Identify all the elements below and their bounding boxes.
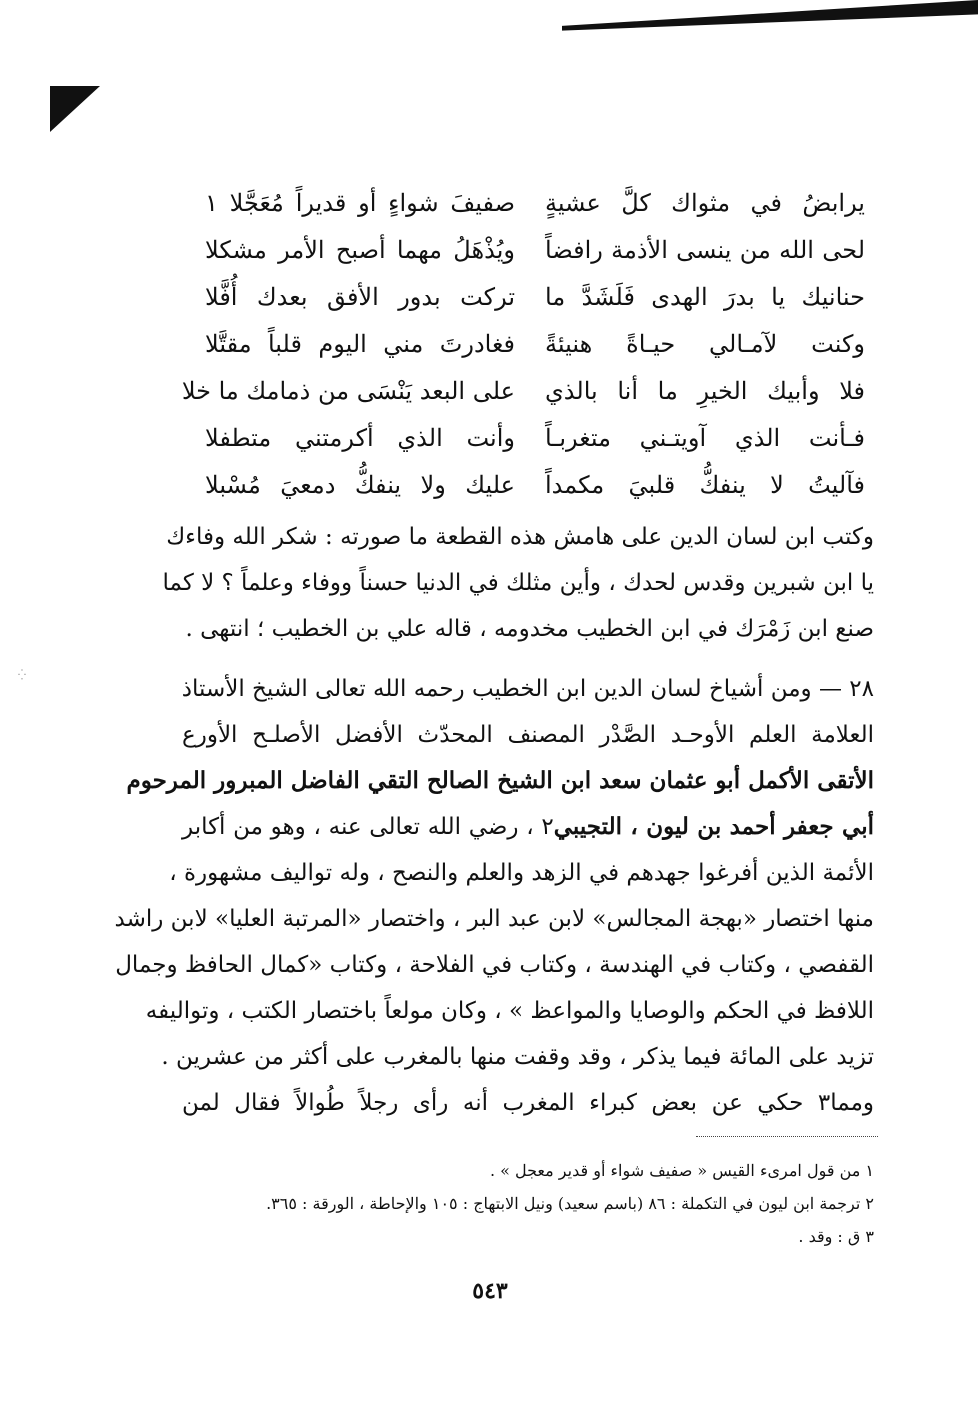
footnote: ٣ ق : وقد . [798,1227,874,1246]
text-segment: ٢ ، رضي الله تعالى عنه ، وهو من أكابر [182,814,554,840]
text-line: منها اختصار «بهجة المجالس» لابن عبد البر ، واختصار «المرتبة العليا» لابن راشد [114,906,874,932]
page-number: ٥٤٣ [472,1278,508,1304]
text-line: تزيد على المائة فيما يذكر ، وقد وقفت منها بالمغرب على أكثر من عشرين . [161,1044,874,1070]
verse-left: فغادرتَ مني اليوم قلباً مقتَّلا [205,330,515,358]
verse [205,180,865,227]
text-line: الأئمة الذين أفرغوا جهدهم في الزهد والعلم والنصح ، وله تواليف مشهورة ، [169,860,874,886]
text-line: ومما٣ حكي عن بعض كبراء المغرب أنه رأى رجلاً طُوالاً فقال لمن [182,1090,874,1116]
verse [205,227,865,274]
text-line: اللافظ في الحكم والوصايا والمواعظ » ، وكان مولعاً باختصار الكتب ، وتواليفه [145,998,874,1024]
bold-name: أبي جعفر أحمد بن ليون ، التجيبي [553,813,874,840]
verse [205,321,865,368]
verse-right: فـأنت الذي آويتـني متغربـاً [545,424,865,452]
verse [205,415,865,462]
verse-left: على البعد يَنْسَى من ذمامك ما خلا [181,377,515,405]
verse [181,368,865,415]
top-edge-bar [562,0,978,36]
footnote-separator [696,1136,878,1137]
verse-right: فآليتُ لا ينفكُّ قلبيَ مكمداً [545,471,865,499]
anecdote-paragraph [182,1080,874,1126]
text-line: وكتب ابن لسان الدين على هامش هذه القطعة ما صورته : شكر الله وفاءك [166,524,874,550]
verse-left: صفيفَ شواءٍ أو قديراً مُعَجَّلا ١ [205,189,515,217]
verse-left: ويُذْهَلُ مهما أصبح الأمر مشكلا [205,236,515,264]
text-line: صنع ابن زَمْرَك في ابن الخطيب مخدومه ، قاله علي بن الخطيب ؛ انتهى . [185,616,874,642]
text-line: العلامة العلم الأوحـد الصَّدْر المصنف المحدّث الأفضل الأصلـح الأورع [182,722,874,748]
footnotes [182,1154,874,1253]
verse-left: تركت بدور الأفق بعدك أُفَّلا [205,283,515,311]
marginal-note-paragraph [162,514,874,652]
verse-right: يرابضُ في مثواك كلَّ عشيةٍ [545,189,865,217]
text-line: الأتقى الأكمل أبو عثمان سعد ابن الشيخ الصالح التقي الفاضل المبرور المرحوم [126,767,874,794]
text-line [182,804,874,850]
verse [205,462,865,509]
verse-right: حنانيك يا بدرَ الهدى فَلَشَدَّ ما [545,283,865,311]
biography-paragraph [114,666,874,1080]
verse-right: فلا وأبيك الخيرِ ما أنا بالذي [545,377,865,405]
margin-mark: ⁛ [18,670,26,681]
verse [205,274,865,321]
verse-right: وكنت لآمـالي حيـاةً هنيئةً [545,330,865,358]
verse-left: وأنت الذي أكرمتني متطفلا [205,424,515,452]
text-line: القفصي ، وكتاب في الهندسة ، وكتاب في الفلاحة ، وكتاب «كمال الحافظ وجمال [115,952,874,978]
text-line: ٢٨ — ومن أشياخ لسان الدين ابن الخطيب رحمه الله تعالى الشيخ الأستاذ [181,676,874,702]
footnote: ٢ ترجمة ابن ليون في التكملة : ٨٦ (باسم سعيد) ونيل الابتهاج : ١٠٥ والإحاطة ، الورقة : ٣٦٥. [266,1194,874,1213]
poem [181,180,865,509]
corner-mark [50,86,100,132]
footnote: ١ من قول امرىء القيس « صفيف شواء أو قدير معجل » . [489,1161,874,1180]
verse-right: لحى الله من ينسى الأذمة رافضاً [545,236,865,264]
text-line: يا ابن شبرين وقدس لحدك ، وأين مثلك في الدنيا حسناً ووفاء وعلماً ؟ لا كما [162,570,874,596]
verse-left: عليك ولا ينفكُّ دمعيَ مُسْبلا [205,471,515,499]
